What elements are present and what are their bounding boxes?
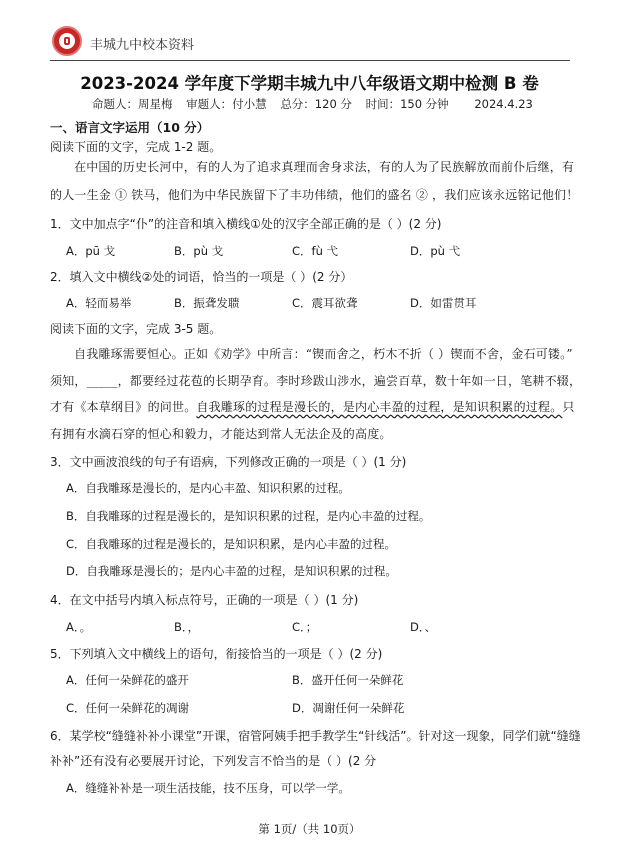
q4-option-b: B．， (174, 620, 200, 634)
q2-option-a: A．轻而易举 (66, 296, 132, 310)
header-divider (50, 60, 570, 61)
page-footer: 第 1页/（共 10页） (258, 822, 361, 836)
q6-option-a: A．缝缝补补是一项生活技能，技不压身，可以学一学。 (66, 781, 350, 795)
passage2-line1: 自我雕琢需要恒心。正如《劝学》中所言：“锲而舍之，朽木不折（ ）锲而不舍，金石可镂。” (74, 347, 573, 361)
q4-option-c: C．； (292, 620, 318, 634)
q3-option-a: A．自我雕琢是漫长的，是内心丰盈、知识积累的过程。 (66, 481, 350, 495)
q4-option-a: A．。 (66, 620, 92, 634)
exam-meta (92, 96, 543, 112)
passage2-line2: 须知，_____，都要经过花苞的长期孕育。李时珍跋山涉水，遍尝百草，数十年如一日，笔耕不辍， (50, 374, 582, 388)
passage1-line1: 在中国的历史长河中，有的人为了追求真理而舍身求法，有的人为了民族解放而前仆后继，有 (74, 160, 575, 174)
passage1-line2: 的人一生金 ① 铁马，他们为中华民族留下了丰功伟绩，他们的盛名 ② ，我们应该永远铭记他们！ (50, 188, 579, 202)
exam-title: 2023-2024 学年度下学期丰城九中八年级语文期中检测 B 卷 (80, 74, 539, 93)
passage2-line3 (50, 398, 575, 415)
exam-time: 时间：150 分钟 (365, 97, 449, 111)
q1-option-a: A．pū 戈 (66, 244, 116, 258)
q3-option-c: C．自我雕琢的过程是漫长的，是知识积累，是内心丰盈的过程。 (66, 537, 397, 551)
total-score: 总分：120 分 (280, 97, 352, 111)
question-6-line2: 补补”还有没有必要展开讨论，下列发言不恰当的是（ ）(2 分 (50, 754, 377, 768)
passage2-line4: 有拥有水滴石穿的恒心和毅力，才能达到常人无法企及的高度。 (50, 427, 392, 441)
q2-option-c: C．震耳欲聋 (292, 296, 358, 310)
q1-option-d: D．pù 弋 (410, 244, 461, 258)
q5-option-d: D．凋谢任何一朵鲜花 (292, 701, 405, 715)
reading-instruction: 阅读下面的文字，完成 1-2 题。 (50, 140, 222, 154)
q2-option-b: B．振聋发聩 (174, 296, 240, 310)
question-2: 2．填入文中横线②处的词语，恰当的一项是（ ）(2 分） (50, 270, 353, 284)
wavy-underlined-sentence: 自我雕琢的过程是漫长的，是内心丰盈的过程，是知识积累的过程。 (196, 400, 563, 414)
setter: 命题人：周星梅 (92, 97, 173, 111)
q3-option-d: D．自我雕琢是漫长的；是内心丰盈的过程，是知识积累的过程。 (66, 564, 397, 578)
school-name: 丰城九中校本资料 (90, 38, 195, 53)
q3-option-b: B．自我雕琢的过程是漫长的，是知识积累的过程，是内心丰盈的过程。 (66, 509, 431, 523)
q1-option-b: B．pù 戈 (174, 244, 224, 258)
q5-option-a: A．任何一朵鲜花的盛开 (66, 673, 189, 687)
question-3: 3．文中画波浪线的句子有语病，下列修改正确的一项是（ ）(1 分) (50, 455, 407, 469)
q5-option-b: B．盛开任何一朵鲜花 (292, 673, 404, 687)
q2-option-d: D．如雷贯耳 (410, 296, 477, 310)
question-4: 4．在文中括号内填入标点符号，正确的一项是（ ）(1 分) (50, 593, 359, 607)
question-1: 1．文中加点字“仆”的注音和填入横线①处的汉字全部正确的是（ ）(2 分) (50, 217, 442, 231)
question-5: 5．下列填入文中横线上的语句，衔接恰当的一项是（ ）(2 分) (50, 647, 383, 661)
section-heading: 一、语言文字运用（10 分） (50, 120, 210, 135)
exam-date: 2024.4.23 (474, 97, 533, 111)
reviewer: 审题人：付小慧 (186, 97, 267, 111)
passage2-line3-start: 才有《本草纲目》的问世。 (50, 400, 197, 414)
reading-instruction-2: 阅读下面的文字，完成 3-5 题。 (50, 322, 222, 336)
page-header (50, 26, 570, 60)
q1-option-c: C．fù 弋 (292, 244, 339, 258)
q4-option-d: D．、 (410, 620, 437, 634)
school-logo-icon (52, 26, 82, 56)
passage2-line3-end: 只 (562, 400, 575, 414)
q5-option-c: C．任何一朵鲜花的凋谢 (66, 701, 190, 715)
question-6-line1: 6．某学校“缝缝补补小课堂”开课，宿管阿姨手把手教学生“针线活”。针对这一现象，同学们就“缝缝 (50, 729, 581, 743)
